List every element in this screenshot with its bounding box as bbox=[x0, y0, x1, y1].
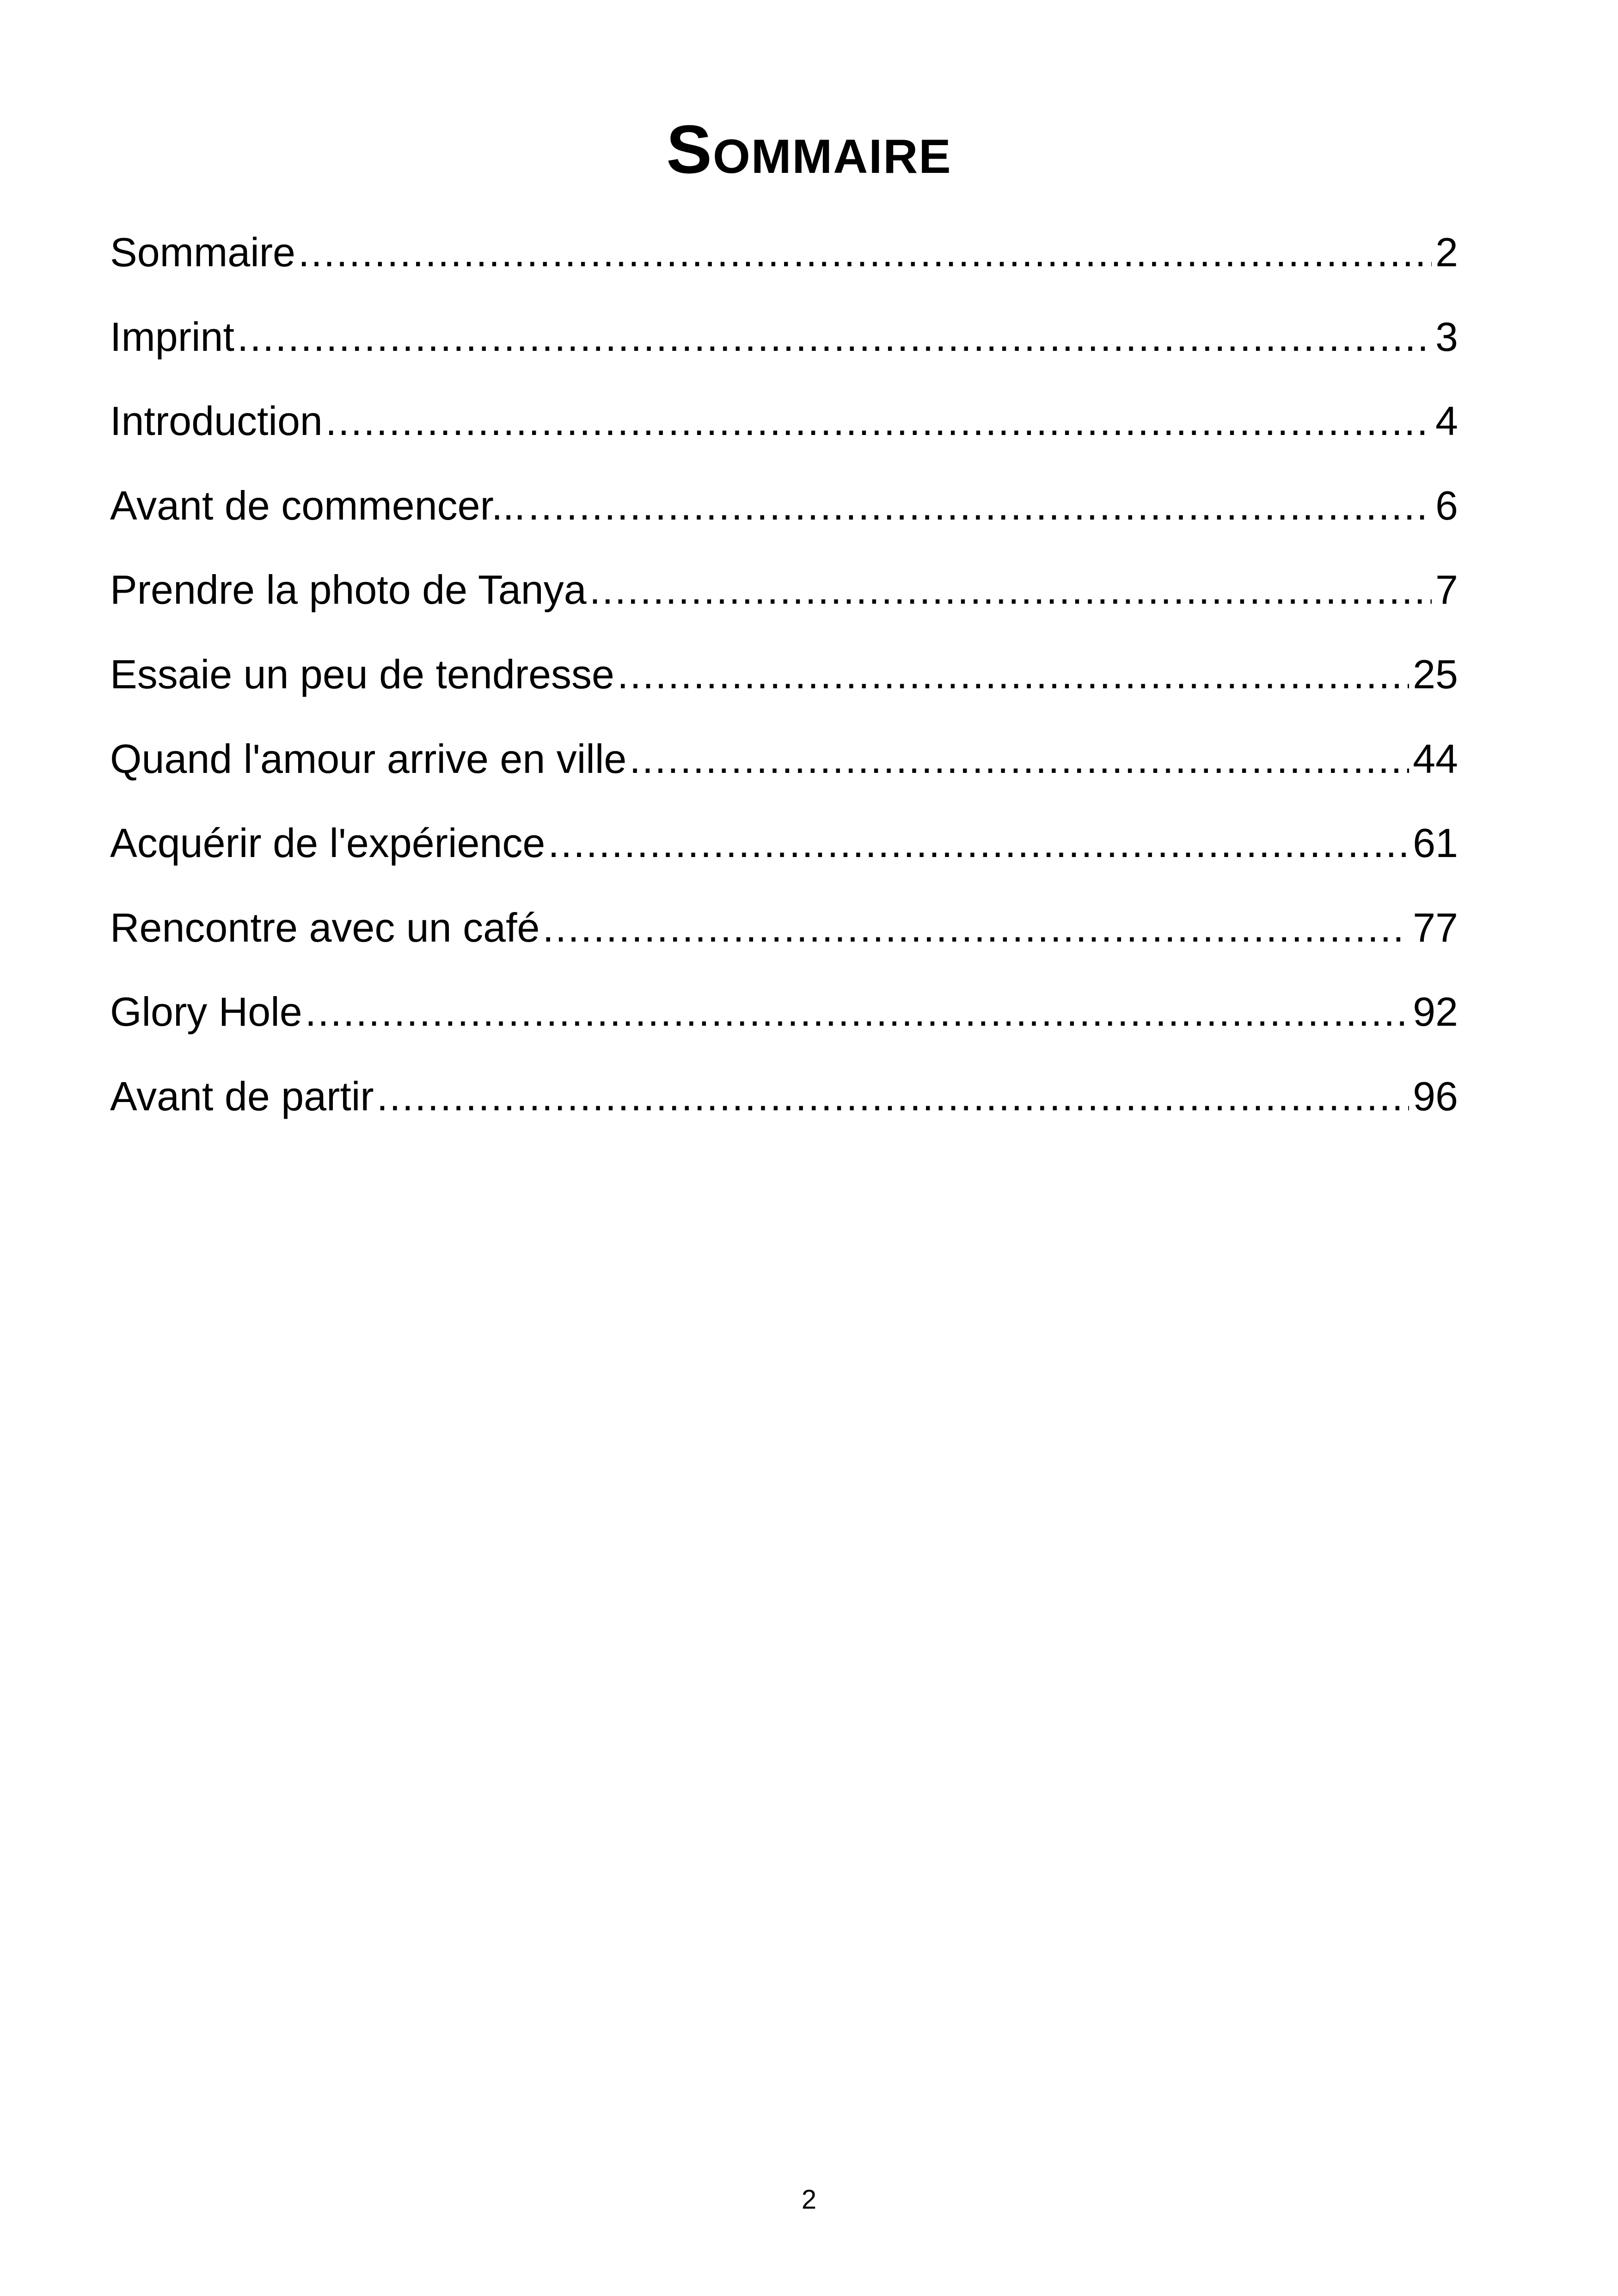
toc-entry-label: Avant de commencer... bbox=[110, 485, 526, 528]
toc-dot-leader bbox=[548, 823, 1409, 863]
toc-entry[interactable] bbox=[110, 569, 1458, 654]
toc-dot-leader bbox=[629, 739, 1409, 779]
page-title: Sommaire bbox=[666, 111, 952, 188]
toc-entry-page: 6 bbox=[1435, 485, 1458, 528]
toc-entry-page: 96 bbox=[1413, 1076, 1458, 1119]
toc-entry-label: Sommaire bbox=[110, 232, 295, 275]
toc-entry-page: 61 bbox=[1413, 823, 1458, 866]
toc-entry[interactable] bbox=[110, 401, 1458, 485]
toc-entry[interactable] bbox=[110, 823, 1458, 907]
toc-entry-page: 92 bbox=[1413, 992, 1458, 1035]
toc-dot-leader bbox=[298, 232, 1432, 273]
toc-entry-label: Imprint bbox=[110, 316, 234, 360]
toc-entry-label: Acquérir de l'expérience bbox=[110, 823, 545, 866]
toc-entry-page: 44 bbox=[1413, 738, 1458, 782]
toc-entry[interactable] bbox=[110, 739, 1458, 823]
toc-entry[interactable] bbox=[110, 317, 1458, 401]
toc-entry[interactable] bbox=[110, 992, 1458, 1076]
toc-entry-page: 77 bbox=[1413, 907, 1458, 950]
toc-entry[interactable] bbox=[110, 1076, 1458, 1161]
toc-entry-page: 2 bbox=[1435, 232, 1458, 275]
page-number: 2 bbox=[801, 2185, 817, 2215]
toc-entry-label: Prendre la photo de Tanya bbox=[110, 569, 587, 613]
toc-entry-label: Introduction bbox=[110, 401, 323, 444]
toc-dot-leader bbox=[542, 907, 1409, 948]
toc-dot-leader bbox=[377, 1076, 1409, 1117]
toc-entry-label: Quand l'amour arrive en ville bbox=[110, 738, 627, 782]
toc-dot-leader bbox=[237, 317, 1432, 357]
table-of-contents bbox=[110, 232, 1458, 1161]
toc-entry-page: 3 bbox=[1435, 316, 1458, 360]
toc-entry-label: Avant de partir bbox=[110, 1076, 374, 1119]
toc-dot-leader bbox=[325, 401, 1432, 441]
toc-entry-label: Rencontre avec un café bbox=[110, 907, 540, 950]
toc-entry[interactable] bbox=[110, 485, 1458, 570]
toc-entry-page: 7 bbox=[1435, 569, 1458, 613]
toc-entry-label: Glory Hole bbox=[110, 992, 302, 1035]
toc-entry-page: 4 bbox=[1435, 401, 1458, 444]
toc-dot-leader bbox=[305, 992, 1409, 1032]
toc-entry[interactable] bbox=[110, 654, 1458, 739]
toc-entry[interactable] bbox=[110, 232, 1458, 317]
toc-dot-leader bbox=[617, 654, 1409, 695]
toc-entry[interactable] bbox=[110, 907, 1458, 992]
toc-entry-page: 25 bbox=[1413, 654, 1458, 697]
toc-entry-label: Essaie un peu de tendresse bbox=[110, 654, 614, 697]
toc-dot-leader bbox=[589, 569, 1432, 610]
toc-dot-leader bbox=[528, 485, 1432, 526]
